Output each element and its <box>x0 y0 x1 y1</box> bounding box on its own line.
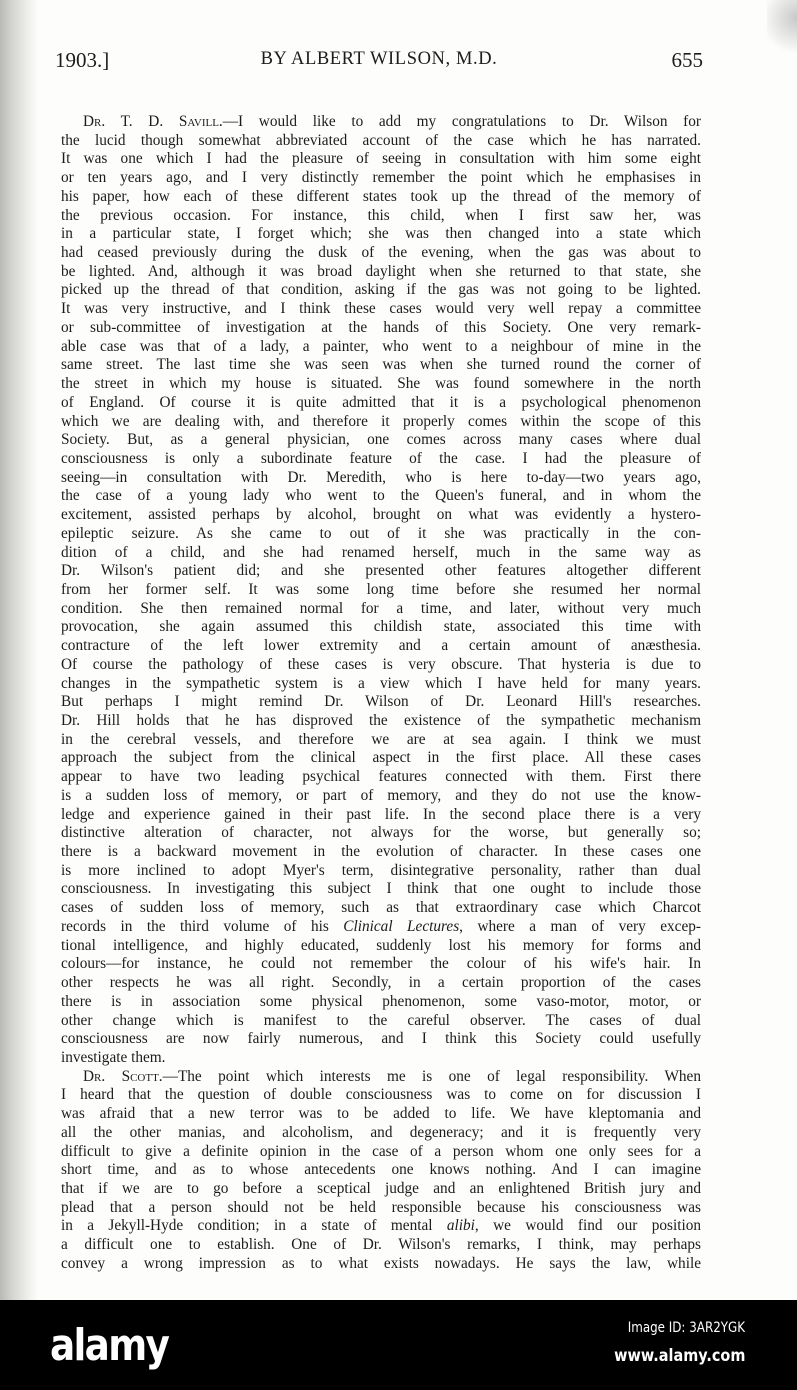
text-segment: is a sudden loss of memory, or part of memory, and they do not use the know- <box>61 786 701 804</box>
text-line <box>61 1199 701 1218</box>
text-line <box>61 618 701 637</box>
text-line <box>61 169 701 188</box>
text-segment: tional intelligence, and highly educated, suddenly lost his memory for forms and <box>61 936 701 954</box>
text-line <box>61 132 701 151</box>
italic-text: Clinical Lectures <box>343 917 460 935</box>
text-line <box>61 150 701 169</box>
text-line <box>61 637 701 656</box>
text-line <box>61 356 701 375</box>
text-segment: the lucid though somewhat abbreviated account of the case which he has narrated. <box>61 131 701 149</box>
text-line <box>61 824 701 843</box>
text-segment: provocation, she again assumed this childish state, associated this time with <box>61 618 701 636</box>
text-segment: convey a wrong impression as to what exists nowadays. He says the law, while <box>61 1254 701 1272</box>
text-segment: there is a backward movement in the evolution of character. In these cases one <box>61 843 701 861</box>
text-segment: be lighted. And, although it was broad daylight when she returned to that state, she <box>61 262 701 280</box>
text-line <box>61 974 701 993</box>
text-segment: from her former self. It was some long time before she resumed her normal <box>61 580 701 598</box>
text-segment: able case was that of a lady, a painter, who went to a neighbour of mine in the <box>61 337 701 355</box>
alamy-logo: alamy <box>50 1320 169 1371</box>
text-segment: ledge and experience gained in their past life. In the second place there is a very <box>61 805 701 823</box>
header-year: 1903.] <box>55 48 110 72</box>
text-line <box>61 1236 701 1255</box>
text-line <box>61 1180 701 1199</box>
text-line <box>61 319 701 338</box>
page-binding-shadow <box>0 0 38 1300</box>
text-segment: colours—for instance, he could not remember the colour of his wife's hair. In <box>61 955 701 973</box>
text-segment: investigate them. <box>61 1048 166 1066</box>
text-segment: changes in the sympathetic system is a view which I have held for many years. <box>61 674 701 692</box>
text-segment: , where a man of very excep- <box>459 917 701 935</box>
text-line <box>61 806 701 825</box>
text-line <box>61 263 701 282</box>
text-line <box>61 244 701 263</box>
text-segment: records in the third volume of his <box>61 917 344 935</box>
watermark-url: www.alamy.com <box>613 1346 745 1366</box>
text-segment: Dr. Hill holds that he has disproved the existence of the sympathetic mechanism <box>61 712 701 729</box>
text-segment: his paper, how each of these different states took up the thread of the memory of <box>61 187 701 205</box>
text-line <box>61 600 701 619</box>
text-segment: or sub-committee of investigation at the hands of this Society. One very remark- <box>61 318 701 336</box>
text-segment: or ten years ago, and I very distinctly remember the point which he emphasises in <box>61 169 701 187</box>
text-segment: seeing—in consultation with Dr. Meredith, who is here to-day—two years ago, <box>61 468 701 486</box>
text-segment: appear to have two leading psychical features connected with them. First there <box>61 768 701 786</box>
italic-text: alibi <box>446 1217 475 1235</box>
text-segment: distinctive alteration of character, not always for the worse, but generally so; <box>61 824 701 842</box>
text-line <box>61 918 701 937</box>
text-segment: is more inclined to adopt Myer's term, disintegrative personality, rather than dual <box>61 861 701 879</box>
text-segment: consciousness is only a subordinate feature of the case. I had the pleasure of <box>61 449 701 467</box>
text-segment: in a Jekyll-Hyde condition; in a state of mental <box>61 1217 447 1235</box>
text-line <box>61 731 701 750</box>
text-line <box>61 281 701 300</box>
text-segment: in the cerebral vessels, and therefore we are at sea again. I think we must <box>61 730 701 748</box>
text-line <box>61 1161 701 1180</box>
text-segment: same street. The last time she was seen was when she turned round the corner of <box>61 356 701 374</box>
text-segment: which we are dealing with, and therefore it properly comes within the scope of this <box>61 412 701 430</box>
text-line <box>61 207 701 226</box>
text-line <box>61 1255 701 1274</box>
text-segment: had ceased previously during the dusk of the evening, when the gas was about to <box>61 244 701 262</box>
image-id: Image ID: 3AR2YGK <box>627 1320 745 1336</box>
text-line <box>61 749 701 768</box>
running-header <box>55 48 703 78</box>
text-line <box>61 1217 701 1236</box>
text-segment: picked up the thread of that condition, asking if the gas was not going to be lighted. <box>61 281 701 299</box>
text-segment: contracture of the left lower extremity and a certain amount of anæsthesia. <box>61 637 701 655</box>
text-segment: —The point which interests me is one of legal responsibility. When <box>162 1067 702 1085</box>
text-segment: I heard that the question of double consciousness was to come on for discussion I <box>61 1086 701 1104</box>
page-number: 655 <box>671 48 703 72</box>
text-segment: dition of a child, and she had renamed herself, much in the same way as <box>61 543 701 561</box>
text-line <box>61 1068 701 1087</box>
speaker-name: Dr. T. D. Savill. <box>83 113 223 130</box>
text-segment: a difficult one to establish. One of Dr. Wilson's remarks, I think, may perhaps <box>61 1236 701 1254</box>
text-line <box>61 656 701 675</box>
text-line <box>61 562 701 581</box>
text-segment: other change which is manifest to the careful observer. The cases of dual <box>61 1011 701 1029</box>
speaker-name: Dr. Scott. <box>83 1067 163 1085</box>
text-segment: Of course the pathology of these cases is very obscure. That hysteria is due to <box>61 655 701 673</box>
text-line <box>61 1049 701 1068</box>
text-segment: , we would find our position <box>474 1217 701 1235</box>
text-line <box>61 1105 701 1124</box>
text-segment: of England. Of course it is quite admitted that it is a psychological phenomenon <box>61 393 701 411</box>
text-line <box>61 338 701 357</box>
body-text <box>61 113 701 1274</box>
text-segment: the case of a young lady who went to the Queen's funeral, and in whom the <box>61 487 701 505</box>
text-line <box>61 1012 701 1031</box>
text-segment: there is in association some physical phenomenon, some vaso-motor, motor, or <box>61 992 701 1010</box>
text-line <box>61 525 701 544</box>
text-line <box>61 469 701 488</box>
text-line <box>61 899 701 918</box>
text-segment: But perhaps I might remind Dr. Wilson of Dr. Leonard Hill's researches. <box>61 693 701 711</box>
text-line <box>61 375 701 394</box>
text-line <box>61 712 701 731</box>
text-segment: excitement, assisted perhaps by alcohol, brought on what was evidently a hystero- <box>61 506 701 524</box>
text-segment: epileptic seizure. As she came to out of it she was practically in the con- <box>61 524 701 542</box>
text-line <box>61 862 701 881</box>
text-segment: that if we are to go before a sceptical judge and an enlightened British jury and <box>61 1179 701 1197</box>
text-line <box>61 225 701 244</box>
text-segment: It was very instructive, and I think these cases would very well repay a committee <box>61 300 701 318</box>
text-segment: the previous occasion. For instance, this child, when I first saw her, was <box>61 206 701 224</box>
text-line <box>61 768 701 787</box>
text-line <box>61 1086 701 1105</box>
text-segment: Dr. Wilson's patient did; and she presented other features altogether different <box>61 562 701 580</box>
text-line <box>61 544 701 563</box>
text-segment: approach the subject from the clinical aspect in the first place. All these cases <box>61 749 701 767</box>
text-line <box>61 880 701 899</box>
text-line <box>61 300 701 319</box>
text-line <box>61 693 701 712</box>
text-segment: other respects he was all right. Secondly, in a certain proportion of the cases <box>61 974 701 992</box>
text-segment: short time, and as to whose antecedents one knows nothing. And I can imagine <box>61 1161 701 1179</box>
text-line <box>61 188 701 207</box>
text-line <box>61 993 701 1012</box>
text-line <box>61 413 701 432</box>
text-segment: Society. But, as a general physician, one comes across many cases where dual <box>61 431 701 449</box>
text-line <box>61 113 701 132</box>
text-segment: —I would like to add my congratulations to Dr. Wilson for <box>222 113 701 130</box>
header-title: BY ALBERT WILSON, M.D. <box>260 49 498 69</box>
text-line <box>61 506 701 525</box>
text-line <box>61 1030 701 1049</box>
text-segment: condition. She then remained normal for a time, and later, without very much <box>61 599 701 617</box>
text-line <box>61 1124 701 1143</box>
text-line <box>61 431 701 450</box>
text-segment: consciousness are now fairly numerous, and I think this Society could usefully <box>61 1030 701 1048</box>
text-segment: difficult to give a definite opinion in the case of a person whom one only sees for a <box>61 1142 701 1160</box>
page-corner-smudge <box>767 0 797 60</box>
text-segment: all the other manias, and alcoholism, and degeneracy; and it is frequently very <box>61 1123 701 1141</box>
text-line <box>61 787 701 806</box>
text-line <box>61 450 701 469</box>
text-line <box>61 937 701 956</box>
text-segment: consciousness. In investigating this subject I think that one ought to include those <box>61 880 701 898</box>
text-line <box>61 675 701 694</box>
text-line <box>61 394 701 413</box>
text-line <box>61 581 701 600</box>
text-segment: It was one which I had the pleasure of seeing in consultation with him some eight <box>61 150 701 168</box>
text-line <box>61 955 701 974</box>
text-line <box>61 843 701 862</box>
text-segment: was afraid that a new terror was to be added to life. We have kleptomania and <box>61 1105 701 1123</box>
watermark-banner <box>0 1300 797 1390</box>
text-segment: in a particular state, I forget which; she was then changed into a state which <box>61 225 701 243</box>
text-line <box>61 487 701 506</box>
text-segment: the street in which my house is situated. She was found somewhere in the north <box>61 375 701 393</box>
text-line <box>61 1143 701 1162</box>
text-segment: plead that a person should not be held responsible because his consciousness was <box>61 1198 701 1216</box>
text-segment: cases of sudden loss of memory, such as that extraordinary case which Charcot <box>61 899 701 917</box>
